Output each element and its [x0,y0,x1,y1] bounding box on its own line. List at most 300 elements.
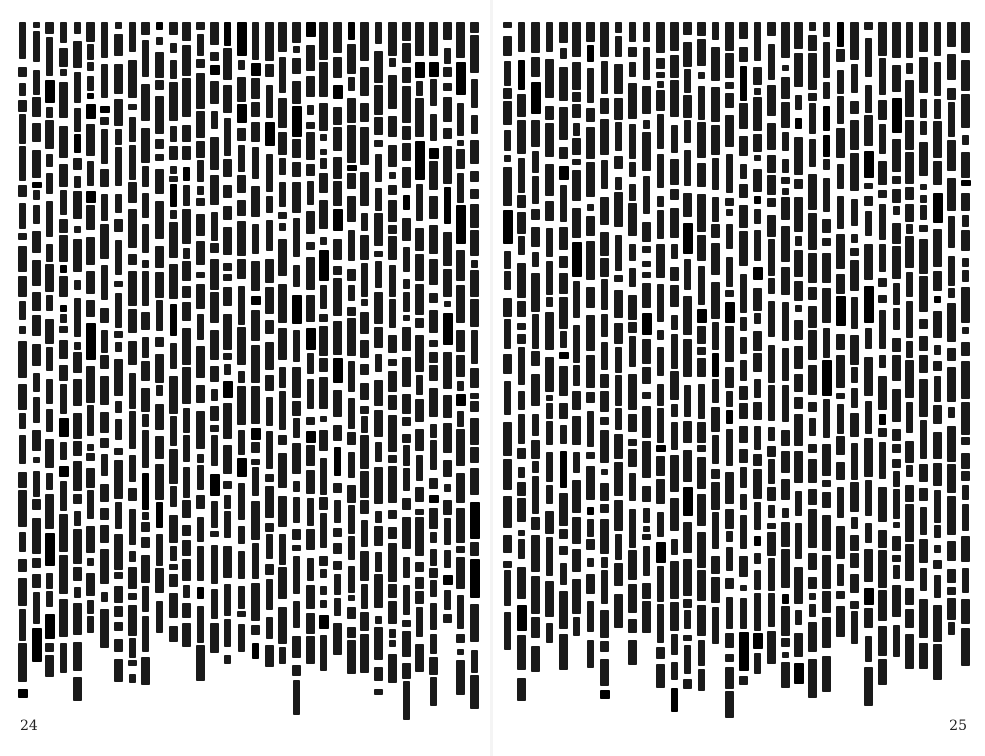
glyph-stroke [265,320,274,334]
glyph-stroke [114,34,123,56]
glyph-stroke [518,539,525,559]
text-column [836,22,845,706]
glyph-stroke [45,80,55,103]
glyph-stroke [183,248,190,259]
glyph-stroke [306,445,315,466]
glyph-stroke [197,454,204,463]
glyph-stroke [443,97,452,122]
glyph-stroke [740,337,747,354]
glyph-stroke [503,459,512,490]
glyph-stroke [375,511,382,523]
glyph-stroke [808,622,817,652]
glyph-stroke [320,149,327,155]
glyph-stroke [947,54,956,80]
glyph-stroke [893,308,900,330]
glyph-stroke [572,22,581,57]
glyph-stroke [794,250,803,277]
glyph-stroke [266,534,273,559]
glyph-stroke [642,132,651,171]
glyph-stroke [698,72,705,79]
glyph-stroke [905,236,914,268]
glyph-stroke [781,662,790,688]
glyph-stroke [587,519,594,537]
glyph-stroke [128,488,137,501]
glyph-stroke [712,512,719,549]
glyph-stroke [920,195,927,203]
glyph-stroke [572,579,581,614]
glyph-stroke [614,275,623,282]
glyph-stroke [657,196,664,207]
glyph-stroke [292,81,301,104]
text-column [333,22,342,706]
glyph-stroke [879,58,886,95]
glyph-stroke [114,448,123,455]
glyph-stroke [712,322,719,350]
glyph-stroke [892,246,901,279]
glyph-stroke [32,558,41,568]
glyph-stroke [518,414,525,444]
glyph-stroke [415,399,424,422]
glyph-stroke [292,529,301,540]
glyph-stroke [320,586,327,595]
glyph-stroke [60,190,67,215]
glyph-stroke [114,460,123,499]
glyph-stroke [614,64,623,94]
glyph-stroke [600,374,609,388]
glyph-stroke [629,336,636,367]
glyph-stroke [128,271,137,306]
glyph-stroke [470,468,479,495]
glyph-stroke [572,242,582,277]
glyph-stroke [402,434,411,443]
glyph-stroke [306,328,316,350]
glyph-stroke [671,404,678,417]
glyph-stroke [739,103,748,129]
glyph-stroke [712,158,719,190]
glyph-stroke [403,681,410,720]
glyph-stroke [128,660,137,666]
glyph-stroke [683,635,692,641]
glyph-stroke [767,446,776,457]
glyph-stroke [962,270,969,282]
glyph-stroke [822,238,831,246]
glyph-stroke [711,243,720,275]
glyph-stroke [293,680,300,715]
glyph-stroke [572,159,581,165]
glyph-stroke [962,215,969,227]
glyph-stroke [822,444,831,476]
glyph-stroke [919,22,928,52]
glyph-stroke [905,504,914,542]
glyph-stroke [697,235,706,261]
glyph-stroke [333,209,343,231]
glyph-stroke [725,82,734,89]
glyph-stroke [319,430,328,451]
glyph-stroke [347,640,356,674]
text-column [808,22,817,706]
glyph-stroke [947,22,956,47]
glyph-stroke [836,49,845,62]
glyph-stroke [754,22,761,61]
glyph-stroke [683,487,693,516]
text-column [196,22,205,706]
glyph-stroke [697,39,706,66]
glyph-stroke [726,391,733,407]
glyph-stroke [726,154,733,193]
glyph-stroke [725,667,734,689]
glyph-stroke [642,272,651,278]
glyph-stroke [142,224,149,253]
glyph-stroke [279,647,286,664]
glyph-stroke [517,334,526,344]
glyph-stroke [456,557,465,589]
text-column [443,22,452,706]
glyph-stroke [182,328,191,365]
text-column [503,22,512,706]
glyph-stroke [319,22,328,60]
glyph-stroke [443,460,452,477]
glyph-stroke [920,121,927,135]
text-column [559,22,568,706]
glyph-stroke [415,644,424,672]
glyph-stroke [429,148,439,159]
glyph-stroke [278,435,287,445]
glyph-stroke [697,494,706,526]
glyph-stroke [87,93,94,99]
glyph-stroke [142,512,149,520]
glyph-stroke [101,330,108,353]
glyph-stroke [87,405,94,436]
glyph-stroke [278,239,287,276]
glyph-stroke [671,688,678,712]
glyph-stroke [374,380,383,406]
glyph-stroke [265,474,274,482]
glyph-stroke [19,203,26,229]
glyph-stroke [360,406,369,414]
glyph-stroke [402,620,411,627]
glyph-stroke [457,381,464,391]
glyph-stroke [642,222,651,242]
glyph-stroke [753,454,762,466]
glyph-stroke [223,353,232,360]
glyph-stroke [531,82,541,114]
glyph-stroke [128,341,137,365]
glyph-stroke [100,169,109,187]
glyph-stroke [614,323,623,344]
page-number-right: 25 [949,718,967,734]
glyph-stroke [360,340,369,358]
glyph-stroke [545,511,554,534]
glyph-stroke [947,426,956,462]
glyph-stroke [347,432,356,445]
glyph-stroke [919,643,928,669]
glyph-stroke [864,115,873,146]
glyph-stroke [864,357,873,396]
glyph-stroke [615,408,622,430]
glyph-stroke [572,104,581,118]
glyph-stroke [628,414,637,432]
glyph-stroke [753,134,762,152]
glyph-stroke [683,421,692,443]
glyph-stroke [374,667,383,681]
glyph-stroke [517,482,526,496]
glyph-stroke [643,120,650,129]
glyph-stroke [252,147,259,179]
glyph-stroke [470,204,479,228]
glyph-stroke [470,542,479,556]
glyph-stroke [586,452,595,459]
glyph-stroke [725,472,734,504]
glyph-stroke [306,470,315,494]
glyph-stroke [850,335,859,365]
glyph-stroke [429,161,438,190]
glyph-stroke [782,302,789,341]
glyph-stroke [375,354,382,372]
glyph-stroke [470,393,479,399]
glyph-stroke [628,203,637,236]
glyph-stroke [59,82,68,118]
glyph-stroke [808,213,817,250]
glyph-stroke [320,600,327,608]
glyph-stroke [808,444,817,453]
glyph-stroke [809,593,816,600]
glyph-stroke [444,48,451,64]
glyph-stroke [850,482,859,512]
glyph-stroke [725,633,734,648]
glyph-stroke [671,125,678,153]
glyph-stroke [754,313,761,324]
glyph-stroke [684,69,691,93]
glyph-stroke [374,292,383,324]
glyph-stroke [878,487,887,522]
glyph-stroke [767,85,776,116]
glyph-stroke [347,485,356,503]
glyph-stroke [170,546,177,561]
glyph-stroke [683,193,692,217]
glyph-stroke [865,328,872,349]
glyph-stroke [795,610,802,625]
glyph-stroke [374,117,383,135]
glyph-stroke [456,62,466,95]
glyph-stroke [46,201,53,237]
glyph-stroke [279,57,286,93]
glyph-stroke [46,244,53,262]
glyph-stroke [822,591,831,613]
glyph-stroke [210,175,219,205]
glyph-stroke [237,221,246,256]
glyph-stroke [196,272,205,278]
glyph-stroke [252,467,259,496]
glyph-stroke [808,35,817,51]
glyph-stroke [74,587,81,598]
glyph-stroke [196,214,205,236]
glyph-stroke [457,103,464,136]
glyph-stroke [559,297,568,329]
glyph-stroke [360,500,369,514]
glyph-stroke [170,43,177,53]
glyph-stroke [919,599,928,638]
glyph-stroke [389,58,396,67]
glyph-stroke [629,62,636,77]
glyph-stroke [142,586,149,612]
glyph-stroke [73,191,82,219]
glyph-stroke [292,367,301,398]
page-number-left: 24 [20,718,38,734]
glyph-stroke [503,101,512,125]
glyph-stroke [865,523,872,543]
glyph-stroke [600,659,609,686]
glyph-stroke [768,345,775,383]
glyph-stroke [210,292,219,323]
glyph-stroke [197,546,204,581]
glyph-stroke [517,448,526,459]
glyph-stroke [443,146,452,184]
glyph-stroke [471,650,478,673]
glyph-stroke [919,225,928,232]
glyph-stroke [504,319,511,349]
glyph-stroke [169,449,178,484]
glyph-stroke [503,22,512,28]
glyph-stroke [961,22,970,53]
glyph-stroke [864,438,873,477]
glyph-stroke [115,240,122,275]
glyph-stroke [415,98,424,137]
glyph-stroke [643,47,650,80]
glyph-stroke [531,576,540,614]
glyph-stroke [211,389,218,401]
glyph-stroke [628,322,637,333]
glyph-stroke [961,402,970,435]
glyph-stroke [87,600,94,614]
glyph-stroke [572,138,581,155]
glyph-stroke [211,435,218,466]
glyph-stroke [402,218,411,241]
glyph-stroke [182,559,191,581]
glyph-stroke [601,570,608,604]
glyph-stroke [586,574,595,594]
glyph-stroke [456,473,465,503]
glyph-stroke [251,310,260,341]
glyph-stroke [100,355,109,369]
glyph-stroke [456,250,465,281]
glyph-stroke [808,330,817,360]
glyph-stroke [415,141,425,180]
glyph-stroke [319,250,329,281]
glyph-stroke [389,629,396,638]
glyph-stroke [836,128,845,158]
glyph-stroke [333,528,342,537]
glyph-stroke [782,159,789,173]
text-column [306,22,315,706]
glyph-stroke [306,164,315,176]
glyph-stroke [320,285,327,309]
glyph-stroke [892,176,901,184]
glyph-stroke [600,483,609,501]
glyph-stroke [237,175,246,193]
glyph-stroke [878,295,887,303]
glyph-stroke [87,62,94,71]
glyph-stroke [933,229,942,267]
glyph-stroke [823,178,830,212]
glyph-stroke [86,526,95,553]
glyph-stroke [919,276,928,312]
glyph-stroke [919,539,928,563]
glyph-stroke [878,626,887,656]
glyph-stroke [265,259,274,283]
glyph-stroke [443,352,452,389]
glyph-stroke [333,157,342,179]
glyph-stroke [361,213,368,231]
glyph-stroke [114,659,123,682]
glyph-stroke [456,508,465,543]
glyph-stroke [893,625,900,657]
glyph-stroke [183,435,190,462]
glyph-stroke [415,517,424,556]
glyph-stroke [892,536,901,551]
glyph-stroke [739,632,749,671]
glyph-stroke [781,549,790,588]
glyph-stroke [545,312,554,350]
glyph-stroke [670,371,679,400]
glyph-stroke [223,546,232,578]
glyph-stroke [531,209,540,220]
glyph-stroke [642,534,651,540]
glyph-stroke [470,368,479,388]
glyph-stroke [600,504,609,513]
glyph-stroke [223,381,233,398]
glyph-stroke [319,314,328,322]
glyph-stroke [59,326,68,333]
glyph-stroke [306,76,315,97]
glyph-stroke [808,459,817,483]
glyph-stroke [156,502,163,528]
glyph-stroke [347,98,356,123]
glyph-stroke [600,430,609,463]
glyph-stroke [795,118,802,129]
glyph-stroke [725,654,734,662]
glyph-stroke [532,151,539,173]
glyph-stroke [45,439,54,468]
glyph-stroke [615,122,622,151]
text-column [753,22,762,706]
glyph-stroke [415,335,424,372]
glyph-stroke [697,457,706,489]
glyph-stroke [18,276,27,297]
glyph-stroke [129,22,136,52]
glyph-stroke [60,481,67,511]
glyph-stroke [456,355,465,377]
glyph-stroke [155,201,164,239]
glyph-stroke [87,76,94,91]
glyph-stroke [642,441,651,478]
glyph-stroke [374,526,383,546]
text-column [947,22,956,706]
glyph-stroke [697,445,706,452]
glyph-stroke [347,44,356,74]
glyph-stroke [86,323,96,360]
glyph-stroke [429,568,438,578]
glyph-stroke [573,123,580,136]
glyph-stroke [933,121,942,158]
glyph-stroke [333,266,342,275]
glyph-stroke [197,517,204,542]
glyph-stroke [430,580,437,597]
glyph-stroke [430,634,437,654]
glyph-stroke [251,186,260,217]
glyph-stroke [600,641,609,652]
glyph-stroke [183,185,190,206]
glyph-stroke [155,52,164,78]
